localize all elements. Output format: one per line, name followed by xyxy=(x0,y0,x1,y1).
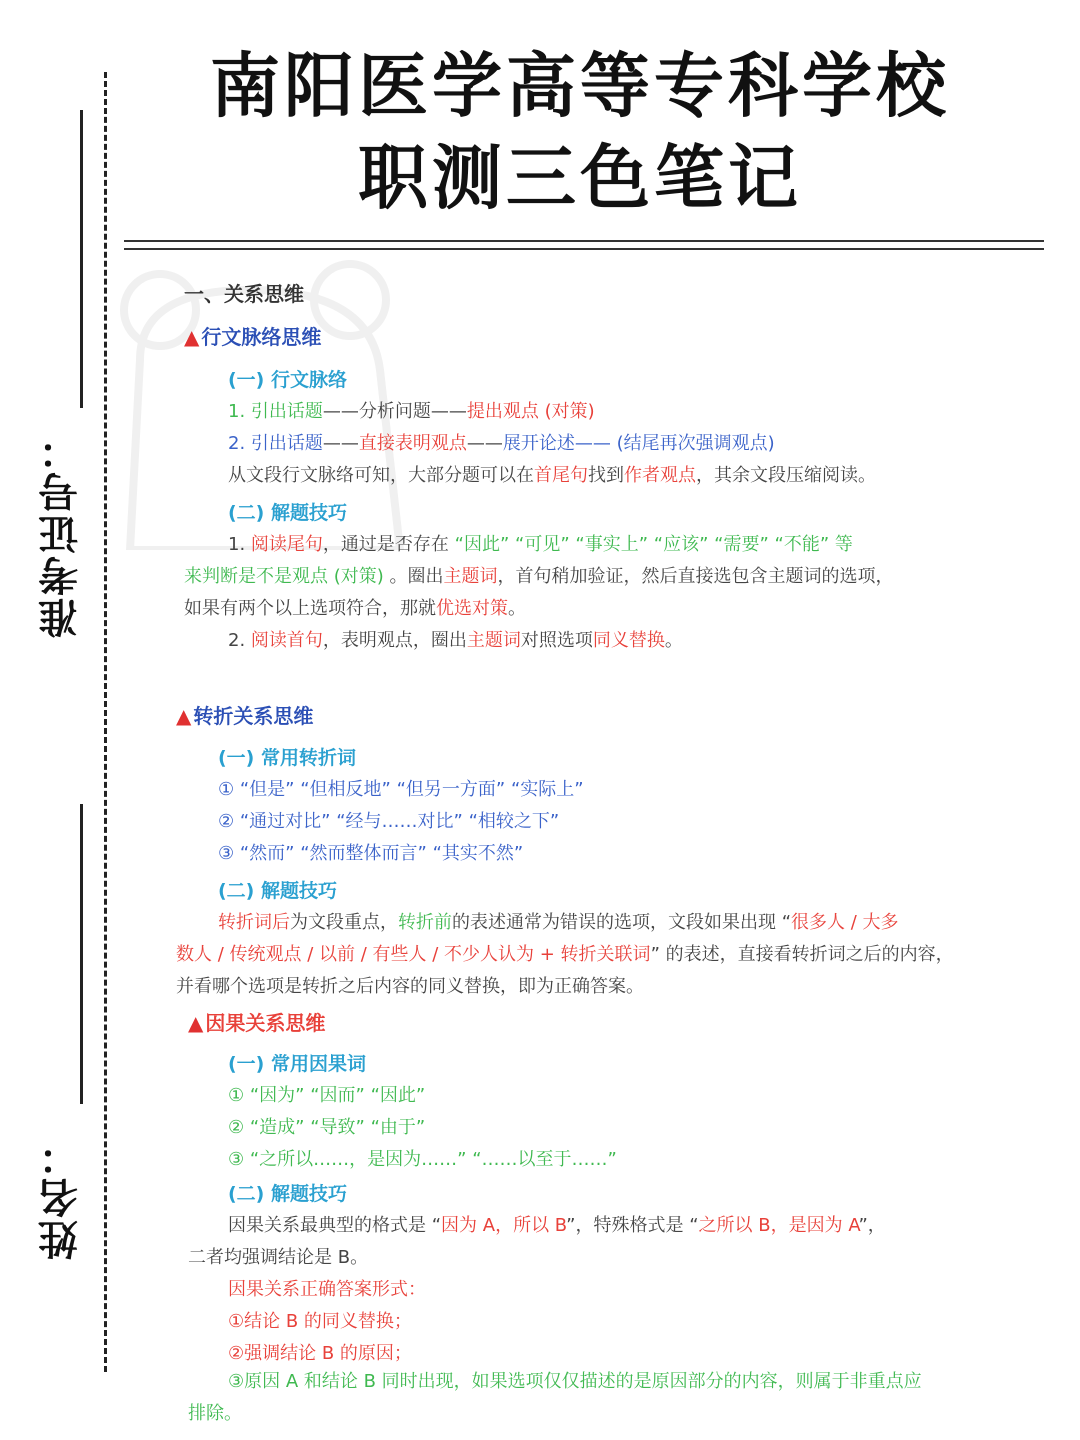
exam-id-write-line xyxy=(80,110,83,408)
causal-tip-line-2: 二者均强调结论是 B。 xyxy=(188,1247,369,1268)
causal-words-2: ② “造成” “导致” “由于” xyxy=(228,1117,426,1138)
tip-2: 2. 阅读首句，表明观点，圈出主题词对照选项同义替换。 xyxy=(228,630,683,651)
block-title-context: ▲ 行文脉络思维 xyxy=(184,325,322,349)
context-note: 从文段行文脉络可知，大部分题可以在首尾句找到作者观点，其余文段压缩阅读。 xyxy=(228,465,876,486)
turning-tip-line-2: 数人 / 传统观点 / 以前 / 有些人 / 不少人认为 + 转折关联词” 的表述，直接看转折词之后的内容， xyxy=(176,944,954,965)
turning-tip-line-1: 转折词后为文段重点，转折前的表述通常为错误的选项，文段如果出现 “很多人 / 大多 xyxy=(218,912,899,933)
causal-words-1: ① “因为” “因而” “因此” xyxy=(228,1085,426,1106)
turning-tip-line-3: 并看哪个选项是转折之后内容的同义替换，即为正确答案。 xyxy=(176,976,644,997)
causal-form-3-line-1: ③原因 A 和结论 B 同时出现，如果选项仅仅描述的是原因部分的内容，则属于非重点应 xyxy=(228,1371,922,1392)
triangle-icon: ▲ xyxy=(176,704,192,728)
context-item-1: 1. 引出话题——分析问题——提出观点 (对策) xyxy=(228,401,595,422)
turning-words-1: ① “但是” “但相反地” “但另一方面” “实际上” xyxy=(218,779,584,800)
subheading-tips-3: (二) 解题技巧 xyxy=(228,1183,347,1205)
triangle-icon: ▲ xyxy=(184,325,200,349)
exam-id-label: 准考证号： xyxy=(38,428,85,638)
causal-form-1: ①结论 B 的同义替换； xyxy=(228,1311,412,1332)
subheading-turning-words: (一) 常用转折词 xyxy=(218,747,356,769)
page-subtitle: 职测三色笔记 xyxy=(358,137,802,219)
tip-1-line-3: 如果有两个以上选项符合，那就优选对策。 xyxy=(184,598,526,619)
name-write-line xyxy=(80,804,83,1104)
section-heading: 一、关系思维 xyxy=(184,282,304,306)
subheading-context-flow: (一) 行文脉络 xyxy=(228,369,347,391)
block-title-turning: ▲ 转折关系思维 xyxy=(176,704,314,728)
subheading-tips-2: (二) 解题技巧 xyxy=(218,880,337,902)
causal-form-3-line-2: 排除。 xyxy=(188,1403,242,1424)
tip-1-line-2: 来判断是不是观点 (对策) 。圈出主题词，首句稍加验证，然后直接选包含主题词的选项， xyxy=(184,566,894,587)
subheading-tips-1: (二) 解题技巧 xyxy=(228,502,347,524)
turning-words-3: ③ “然而” “然而整体而言” “其实不然” xyxy=(218,843,524,864)
name-label: 姓名： xyxy=(38,1134,85,1260)
turning-words-2: ② “通过对比” “经与……对比” “相较之下” xyxy=(218,811,560,832)
title-divider xyxy=(124,240,1044,250)
subheading-causal-words: (一) 常用因果词 xyxy=(228,1053,366,1075)
triangle-icon: ▲ xyxy=(188,1011,204,1035)
causal-tip-line-1: 因果关系最典型的格式是 “因为 A，所以 B”，特殊格式是 “之所以 B，是因为 A”， xyxy=(228,1215,886,1236)
page-title: 南阳医学高等专科学校 xyxy=(210,45,950,127)
causal-forms-title: 因果关系正确答案形式： xyxy=(228,1279,426,1300)
block-title-causal: ▲ 因果关系思维 xyxy=(188,1011,326,1035)
causal-words-3: ③ “之所以……，是因为……” “……以至于……” xyxy=(228,1149,617,1170)
causal-form-2: ②强调结论 B 的原因； xyxy=(228,1343,412,1364)
context-item-2: 2. 引出话题——直接表明观点——展开论述—— (结尾再次强调观点) xyxy=(228,433,775,454)
tip-1-line-1: 1. 阅读尾句，通过是否存在 “因此” “可见” “事实上” “应该” “需要” “不能” 等 xyxy=(228,534,853,555)
